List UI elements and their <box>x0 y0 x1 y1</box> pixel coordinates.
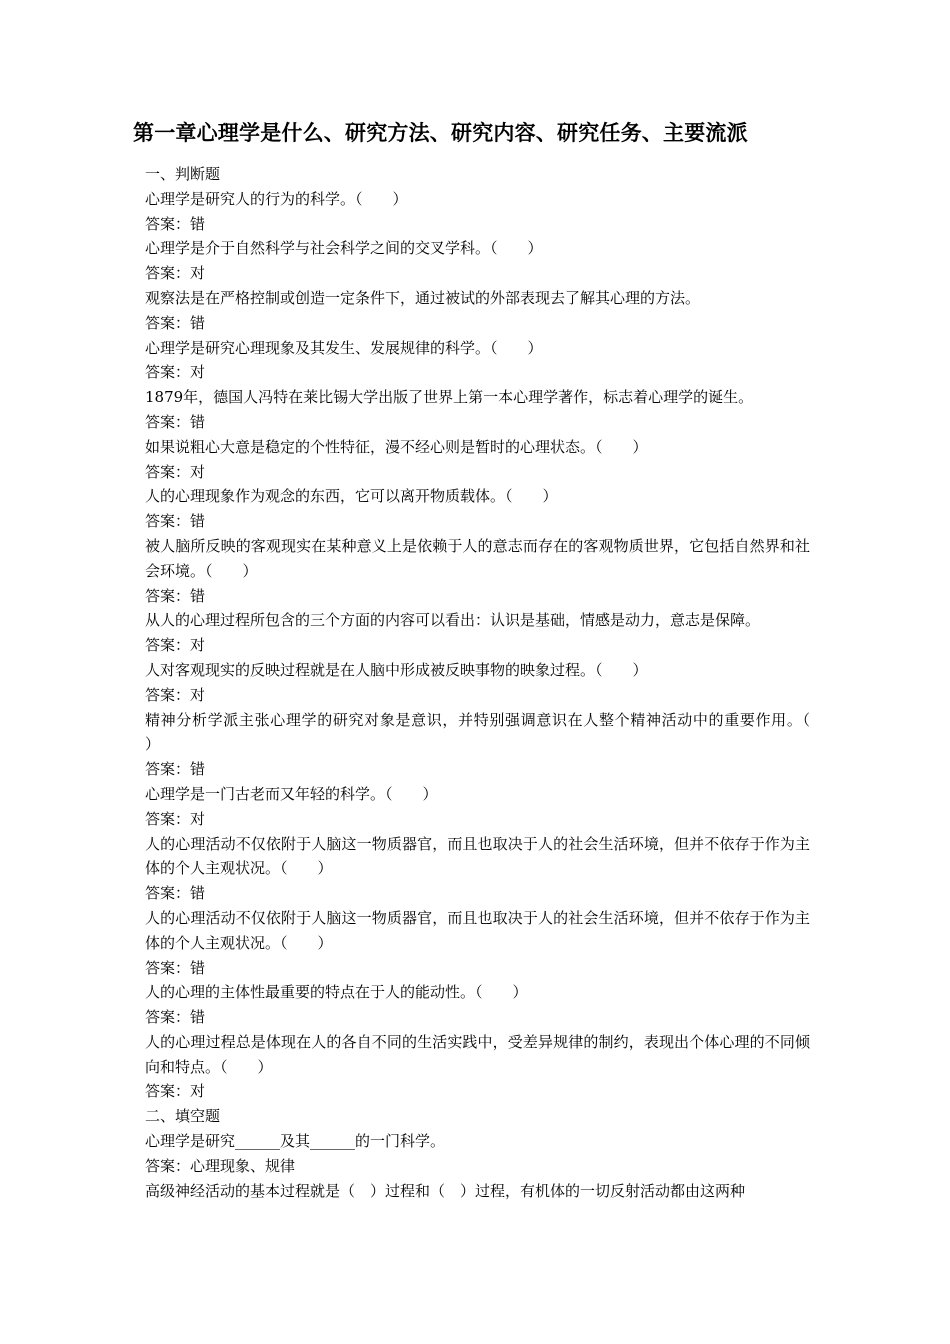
question-text: 如果说粗心大意是稳定的个性特征，漫不经心则是暂时的心理状态。（ ） <box>145 437 648 456</box>
section-heading: 二、填空题 <box>145 1107 221 1126</box>
question-text: 人对客观现实的反映过程就是在人脑中形成被反映事物的映象过程。（ ） <box>145 660 648 679</box>
question-text: 从人的心理过程所包含的三个方面的内容可以看出：认识是基础，情感是动力，意志是保障。 <box>145 611 761 630</box>
question-text: 1879年，德国人冯特在莱比锡大学出版了世界上第一本心理学著作，标志着心理学的诞生。 <box>145 388 754 407</box>
document-body <box>145 162 841 1203</box>
answer-text: 答案：对 <box>145 363 206 382</box>
question-text: 心理学是介于自然科学与社会科学之间的交叉学科。（ ） <box>145 239 543 258</box>
answer-text: 答案：错 <box>145 412 206 431</box>
question-text: 观察法是在严格控制或创造一定条件下，通过被试的外部表现去了解其心理的方法。 <box>145 288 701 307</box>
answer-text: 答案：对 <box>145 685 206 704</box>
page-title: 第一章心理学是什么、研究方法、研究内容、研究任务、主要流派 <box>133 121 748 145</box>
answer-text: 答案：对 <box>145 809 206 828</box>
question-text: 心理学是研究人的行为的科学。（ ） <box>145 189 408 208</box>
answer-text: 答案：错 <box>145 1008 206 1027</box>
question-text: 高级神经活动的基本过程就是（ ）过程和（ ）过程，有机体的一切反射活动都由这两种 <box>145 1181 746 1200</box>
answer-text: 答案：错 <box>145 214 206 233</box>
question-text: 人的心理活动不仅依附于人脑这一物质器官，而且也取决于人的社会生活环境，但并不依存于作为主体的个人主观状况。（ ） <box>145 908 810 952</box>
answer-text: 答案：错 <box>145 313 206 332</box>
answer-text: 答案：对 <box>145 1082 206 1101</box>
answer-text: 答案：错 <box>145 760 206 779</box>
question-text: 人的心理现象作为观念的东西，它可以离开物质载体。（ ） <box>145 487 558 506</box>
document-page <box>133 118 841 1203</box>
section-heading: 一、判断题 <box>145 165 221 183</box>
answer-text: 答案：错 <box>145 586 206 605</box>
answer-text: 答案：对 <box>145 462 206 481</box>
answer-text: 答案：对 <box>145 636 206 655</box>
question-text: 心理学是一门古老而又年轻的科学。（ ） <box>145 784 438 803</box>
question-text: 心理学是研究______及其______的一门科学。 <box>145 1132 446 1151</box>
question-text: 心理学是研究心理现象及其发生、发展规律的科学。（ ） <box>145 338 543 357</box>
question-text: 被人脑所反映的客观现实在某种意义上是依赖于人的意志而存在的客观物质世界，它包括自然界和社会环境。（ ） <box>145 536 810 580</box>
question-text: 人的心理过程总是体现在人的各自不同的生活实践中，受差异规律的制约，表现出个体心理的不同倾向和特点。（ ） <box>145 1032 810 1076</box>
answer-text: 答案：心理现象、规律 <box>145 1156 296 1175</box>
answer-text: 答案：对 <box>145 264 206 283</box>
question-text: 人的心理的主体性最重要的特点在于人的能动性。（ ） <box>145 983 528 1002</box>
question-text: 人的心理活动不仅依附于人脑这一物质器官，而且也取决于人的社会生活环境，但并不依存于作为主体的个人主观状况。（ ） <box>145 834 810 878</box>
answer-text: 答案：错 <box>145 512 206 531</box>
answer-text: 答案：错 <box>145 884 206 903</box>
question-text: 精神分析学派主张心理学的研究对象是意识，并特别强调意识在人整个精神活动中的重要作用。（ ） <box>145 710 841 754</box>
answer-text: 答案：错 <box>145 958 206 977</box>
